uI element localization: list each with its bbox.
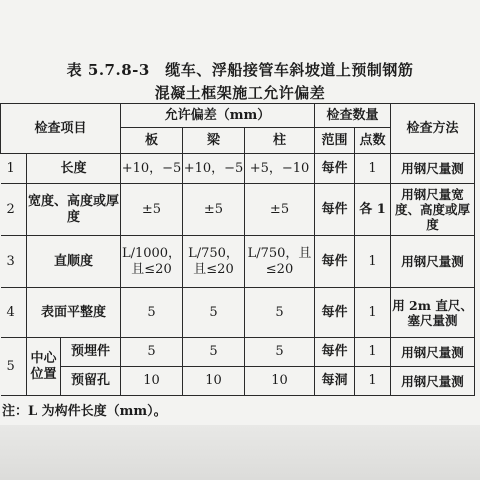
- table-row: [1, 154, 475, 184]
- row-item: 宽度、高度或厚度: [27, 184, 121, 236]
- row-number: 4: [1, 288, 27, 338]
- row-number: 1: [1, 154, 27, 184]
- row-method: 用钢尺量测: [391, 236, 475, 288]
- row-column: 5: [245, 288, 315, 338]
- table-row: [1, 236, 475, 288]
- row-number: 2: [1, 184, 27, 236]
- row-points: 各 1: [355, 184, 391, 236]
- scan-margin: [0, 425, 480, 480]
- table-note: 注：L 为构件长度（mm）。: [2, 404, 167, 419]
- header-slab: 板: [121, 128, 183, 154]
- header-tolerance: 允许偏差（mm）: [121, 104, 315, 128]
- header-inspection-qty: 检查数量: [315, 104, 391, 128]
- row-beam: ±5: [183, 184, 245, 236]
- row-slab: +10，−5: [121, 154, 183, 184]
- row-item: 预埋件: [61, 338, 121, 367]
- header-beam: 梁: [183, 128, 245, 154]
- row-number: 3: [1, 236, 27, 288]
- table-title-line-2: 混凝土框架施工允许偏差: [154, 84, 326, 102]
- row-column: ±5: [245, 184, 315, 236]
- row-slab: 5: [121, 338, 183, 367]
- table-title-line-1: 表 5.7.8-3 缆车、浮船接管车斜坡道上预制钢筋: [66, 61, 414, 79]
- header-points: 点数: [355, 128, 391, 154]
- table-row: [1, 367, 475, 396]
- row-points: 1: [355, 236, 391, 288]
- table-row: [1, 338, 475, 367]
- row-method: 用钢尺量测: [391, 367, 475, 396]
- row-item: 长度: [27, 154, 121, 184]
- row-range: 每件: [315, 236, 355, 288]
- row-method: 用钢尺量测: [391, 154, 475, 184]
- row-slab: 10: [121, 367, 183, 396]
- header-range: 范围: [315, 128, 355, 154]
- row-beam: 5: [183, 338, 245, 367]
- row-group-center-position: 中心位置: [27, 338, 61, 396]
- row-column: L/750，且≤20: [245, 236, 315, 288]
- row-slab: 5: [121, 288, 183, 338]
- row-slab: ±5: [121, 184, 183, 236]
- row-points: 1: [355, 288, 391, 338]
- row-beam: 10: [183, 367, 245, 396]
- row-item: 表面平整度: [27, 288, 121, 338]
- table-row: [1, 288, 475, 338]
- header-item: 检查项目: [1, 104, 121, 154]
- table-header-row: [1, 104, 475, 128]
- row-column: +5，−10: [245, 154, 315, 184]
- row-range: 每件: [315, 154, 355, 184]
- row-range: 每件: [315, 184, 355, 236]
- row-column: 5: [245, 338, 315, 367]
- row-method: 用 2m 直尺、塞尺量测: [391, 288, 475, 338]
- row-column: 10: [245, 367, 315, 396]
- row-item: 预留孔: [61, 367, 121, 396]
- row-beam: L/750，且≤20: [183, 236, 245, 288]
- row-item: 直顺度: [27, 236, 121, 288]
- header-method: 检查方法: [391, 104, 475, 154]
- row-beam: 5: [183, 288, 245, 338]
- tolerance-table: [0, 103, 475, 396]
- row-points: 1: [355, 367, 391, 396]
- table-row: [1, 184, 475, 236]
- header-column: 柱: [245, 128, 315, 154]
- row-beam: +10，−5: [183, 154, 245, 184]
- row-points: 1: [355, 154, 391, 184]
- row-slab: L/1000，且≤20: [121, 236, 183, 288]
- row-range: 每件: [315, 338, 355, 367]
- row-number: 5: [1, 338, 27, 396]
- row-method: 用钢尺量宽度、高度或厚度: [391, 184, 475, 236]
- row-points: 1: [355, 338, 391, 367]
- row-range: 每洞: [315, 367, 355, 396]
- row-method: 用钢尺量测: [391, 338, 475, 367]
- row-range: 每件: [315, 288, 355, 338]
